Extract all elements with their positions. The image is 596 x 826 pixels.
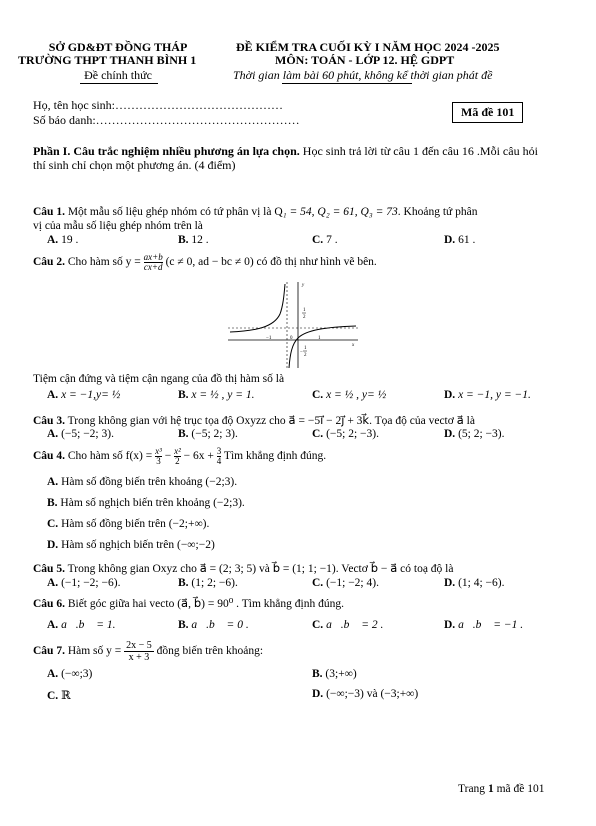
q2-label: Câu 2. bbox=[33, 256, 65, 269]
q4-label: Câu 4. bbox=[33, 450, 65, 463]
school-name: TRƯỜNG THPT THANH BÌNH 1 bbox=[18, 53, 197, 67]
q1-option-c: C. 7 . bbox=[312, 234, 338, 246]
q3-option-d: D. (5; 2; −3). bbox=[444, 428, 505, 440]
q3-option-a: A. (−5; −2; 3). bbox=[47, 428, 114, 440]
student-id-field: Số báo danh:…………………………………………… bbox=[33, 113, 300, 127]
part1-instructions bbox=[33, 144, 553, 172]
q5-stem: Câu 5. Trong không gian Oxyz cho a⃗ = (2; 3; 5) và b⃗ = (1; 1; −1). Vectơ b⃗ − a⃗ có toạ độ là bbox=[33, 563, 454, 575]
q2-option-b: B. x = ½ , y = 1. bbox=[178, 389, 255, 401]
q4-option-c: C. Hàm số đồng biến trên (−2;+∞). bbox=[47, 518, 210, 530]
q3-stem: Câu 3. Trong không gian với hệ trục tọa độ Oxyzz cho a⃗ = −5i⃗ − 2j⃗ + 3k⃗. Tọa độ của vectơ a⃗ là bbox=[33, 415, 475, 427]
page-footer: Trang 1 mã đề 101 bbox=[458, 783, 545, 795]
q4-option-a: A. Hàm số đồng biến trên khoảng (−2;3). bbox=[47, 476, 238, 488]
q3-option-c: C. (−5; 2; −3). bbox=[312, 428, 379, 440]
q5-option-a: A. (−1; −2; −6). bbox=[47, 577, 121, 589]
q2-option-d: D. x = −1, y = −1. bbox=[444, 389, 531, 401]
subject-line: MÔN: TOÁN - LỚP 12. HỆ GDPT bbox=[275, 53, 455, 67]
q6-option-c: C. a⃗.b⃗ = 2 . bbox=[312, 619, 384, 631]
q7-option-d: D. (−∞;−3) và (−3;+∞) bbox=[312, 688, 419, 700]
exam-code-box: Mã đề 101 bbox=[452, 102, 523, 123]
graph-y-label: y bbox=[302, 283, 305, 288]
q6-option-d: D. a⃗.b⃗ = −1 . bbox=[444, 619, 524, 631]
q1-quartiles: ₁ = 54, Q₂ = 61, Q₃ = 73 bbox=[282, 206, 398, 218]
svg-text:2: 2 bbox=[304, 353, 307, 358]
q1-option-d: D. 61 . bbox=[444, 234, 476, 246]
q6-stem: Câu 6. Biết góc giữa hai vecto (a⃗, b⃗) = 90⁰ . Tìm khẳng định đúng. bbox=[33, 598, 344, 610]
q4-stem: Câu 4. Cho hàm số f(x) = $\frac{\text{x³}}{3}$ − $\frac{\text{x²}}{2}$ − 6x + $\frac{3}{4}$ Tìm khẳng định đúng. bbox=[33, 446, 327, 466]
q1-stem bbox=[33, 206, 477, 218]
q6-option-a: A. a⃗.b⃗ = 1. bbox=[47, 619, 116, 631]
q5-option-b: B. (1; 2; −6). bbox=[178, 577, 238, 589]
q7-option-c: C. ℝ bbox=[47, 690, 71, 702]
q7-option-a: A. (−∞;3) bbox=[47, 668, 93, 680]
q1-text-b: . Khoảng tứ phân bbox=[397, 206, 478, 218]
q2-option-c: C. x = ½ , y= ½ bbox=[312, 389, 387, 401]
official-label: Đề chính thức bbox=[84, 68, 152, 82]
graph-x-label: x bbox=[352, 343, 355, 348]
q4-option-b: B. Hàm số nghịch biến trên khoảng (−2;3). bbox=[47, 497, 245, 509]
q1-text-a: Một mẫu số liệu ghép nhóm có tứ phân vị là Q bbox=[64, 206, 283, 218]
svg-text:1: 1 bbox=[303, 308, 306, 313]
q6-label: Câu 6. bbox=[33, 598, 65, 610]
svg-text:−: − bbox=[300, 350, 303, 355]
svg-text:1: 1 bbox=[318, 336, 321, 341]
q2-option-a: A. x = −1,y= ½ bbox=[47, 389, 121, 401]
part1-text: Học sinh trả lời từ câu 1 đến câu 16 .Mỗi câu hỏi thí sinh chỉ chọn một phương án. (4 điểm) bbox=[33, 144, 538, 172]
q1-option-a: A. 19 . bbox=[47, 234, 79, 246]
q4-option-d: D. Hàm số nghịch biến trên (−∞;−2) bbox=[47, 539, 215, 551]
school-dept: SỞ GD&ĐT ĐỒNG THÁP bbox=[48, 40, 188, 54]
q1-option-b: B. 12 . bbox=[178, 234, 209, 246]
exam-title: ĐỀ KIỂM TRA CUỐI KỲ I NĂM HỌC 2024 -2025 bbox=[236, 40, 500, 54]
q6-option-b: B. a⃗.b⃗ = 0 . bbox=[178, 619, 249, 631]
student-name-field: Họ, tên học sinh:…………………………………… bbox=[33, 98, 283, 112]
q2-prompt: Tiệm cận đứng và tiệm cận ngang của đồ thị hàm số là bbox=[33, 373, 285, 385]
q7-option-b: B. (3;+∞) bbox=[312, 668, 357, 680]
svg-text:−1: −1 bbox=[266, 336, 272, 341]
q2-function-graph bbox=[226, 278, 362, 370]
q1-stem-2: vị của mẫu số liệu ghép nhóm trên là bbox=[33, 220, 203, 232]
q5-option-d: D. (1; 4; −6). bbox=[444, 577, 505, 589]
q7-stem: Câu 7. Hàm số y = $\frac{2x - 5}{x + 3}$ đồng biến trên khoảng: bbox=[33, 640, 264, 663]
q3-option-b: B. (−5; 2; 3). bbox=[178, 428, 238, 440]
part1-title: Phần I. Câu trắc nghiệm nhiều phương án lựa chọn. bbox=[33, 144, 300, 158]
svg-text:1: 1 bbox=[304, 346, 307, 351]
q5-label: Câu 5. bbox=[33, 563, 65, 575]
time-note: Thời gian làm bài 60 phút, không kể thời gian phát đề bbox=[233, 68, 493, 82]
q1-label: Câu 1. bbox=[33, 206, 65, 218]
q2-stem: Câu 2. Cho hàm số y = $\frac{ax+b}{cx+d}$ (c ≠ 0, ad − bc ≠ 0) có đồ thị như hình vẽ bên. bbox=[33, 252, 377, 272]
q3-label: Câu 3. bbox=[33, 415, 65, 427]
svg-text:0: 0 bbox=[290, 336, 293, 341]
q7-label: Câu 7. bbox=[33, 645, 65, 658]
svg-text:2: 2 bbox=[303, 315, 306, 320]
q5-option-c: C. (−1; −2; 4). bbox=[312, 577, 379, 589]
